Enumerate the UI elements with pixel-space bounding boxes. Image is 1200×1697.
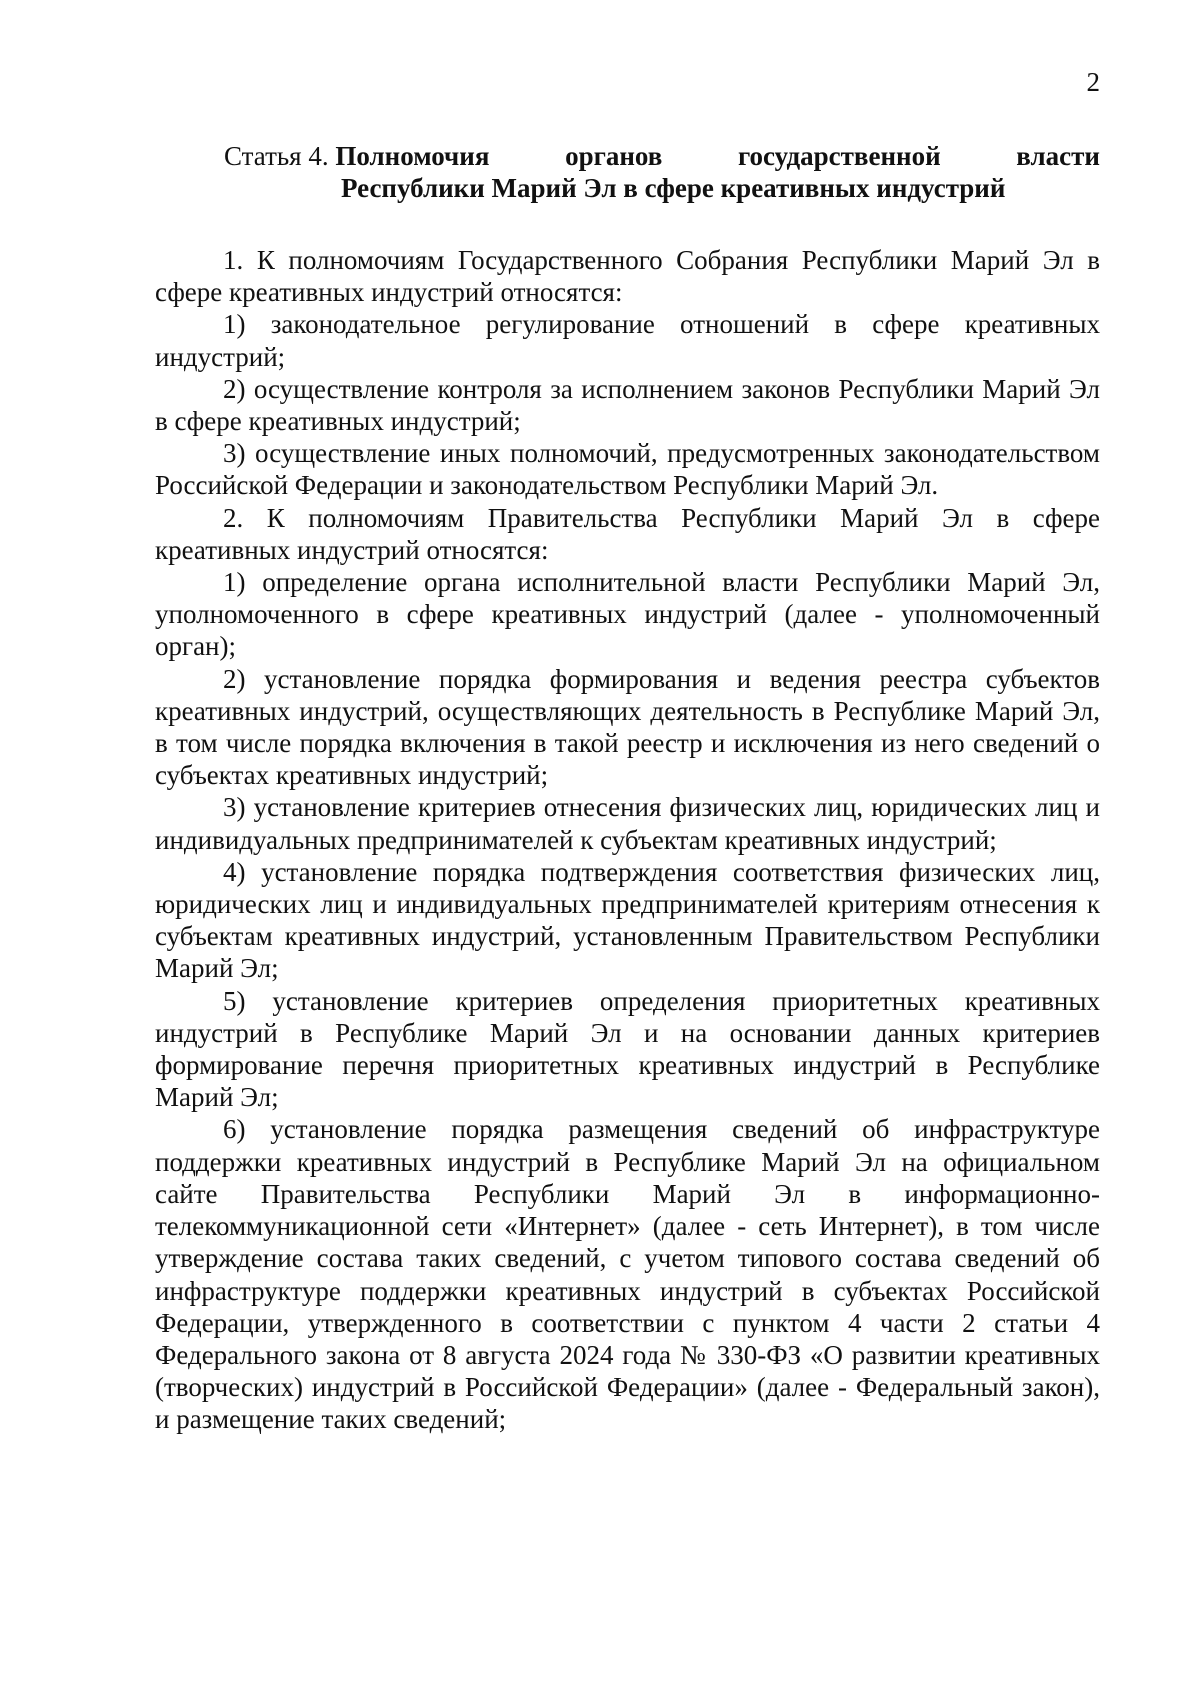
- article-title-word: государственной: [737, 141, 941, 171]
- article-title-word: органов: [565, 141, 663, 171]
- article-label: Статья 4.: [224, 141, 329, 171]
- article-title-word: власти: [1016, 141, 1100, 171]
- article-title-word: Полномочия: [335, 141, 490, 171]
- article-heading-line-2: Республики Марий Эл в сфере креативных индустрий: [341, 173, 1006, 203]
- paragraph-part-2-item-6: 6) установление порядка размещения сведений об инфраструктуре поддержки креативных индустрий в Республике Марий Эл на официальном сайте Правительства Республики Марий Эл в информационно-телекоммуникационной сети «Интернет» (далее - сеть Интернет), в том числе утверждение состава таких сведений, с учетом типового состава сведений об инфраструктуре поддержки креативных индустрий в субъектах Российской Федерации, утвержденного в соответствии с пунктом 4 части 2 статьи 4 Федерального закона от 8 августа 2024 года № 330-ФЗ «О развитии креативных (творческих) индустрий в Российской Федерации» (далее - Федеральный закон), и размещение таких сведений;: [155, 1114, 1100, 1435]
- paragraph-part-2-item-3: 3) установление критериев отнесения физических лиц, юридических лиц и индивидуальных предпринимателей к субъектам креативных индустрий;: [155, 792, 1100, 855]
- paragraph-part-2-item-5: 5) установление критериев определения приоритетных креативных индустрий в Республике Марий Эл и на основании данных критериев формирование перечня приоритетных креативных индустрий в Республике Марий Эл;: [155, 985, 1100, 1113]
- paragraph-part-1-intro: 1. К полномочиям Государственного Собрания Республики Марий Эл в сфере креативных индустрий относятся:: [155, 245, 1100, 308]
- article-heading: [224, 140, 1100, 204]
- paragraph-part-2-intro: 2. К полномочиям Правительства Республики Марий Эл в сфере креативных индустрий относятся:: [155, 502, 1100, 565]
- article-body: [155, 244, 1100, 1436]
- paragraph-part-2-item-1: 1) определение органа исполнительной власти Республики Марий Эл, уполномоченного в сфере креативных индустрий (далее - уполномоченный орган);: [155, 567, 1100, 662]
- page-number: 2: [1086, 67, 1100, 97]
- article-heading-line-1: [224, 140, 1100, 172]
- paragraph-part-1-item-3: 3) осуществление иных полномочий, предусмотренных законодательством Российской Федерации и законодательством Республики Марий Эл.: [155, 438, 1100, 501]
- paragraph-part-2-item-2: 2) установление порядка формирования и ведения реестра субъектов креативных индустрий, осуществляющих деятельность в Республике Марий Эл, в том числе порядка включения в такой реестр и исключения из него сведений о субъектах креативных индустрий;: [155, 663, 1100, 791]
- article-title-start: [224, 140, 489, 172]
- paragraph-part-1-item-1: 1) законодательное регулирование отношений в сфере креативных индустрий;: [155, 309, 1100, 372]
- paragraph-part-2-item-4: 4) установление порядка подтверждения соответствия физических лиц, юридических лиц и индивидуальных предпринимателей критериям отнесения к субъектам креативных индустрий, установленным Правительством Республики Марий Эл;: [155, 856, 1100, 984]
- paragraph-part-1-item-2: 2) осуществление контроля за исполнением законов Республики Марий Эл в сфере креативных индустрий;: [155, 373, 1100, 437]
